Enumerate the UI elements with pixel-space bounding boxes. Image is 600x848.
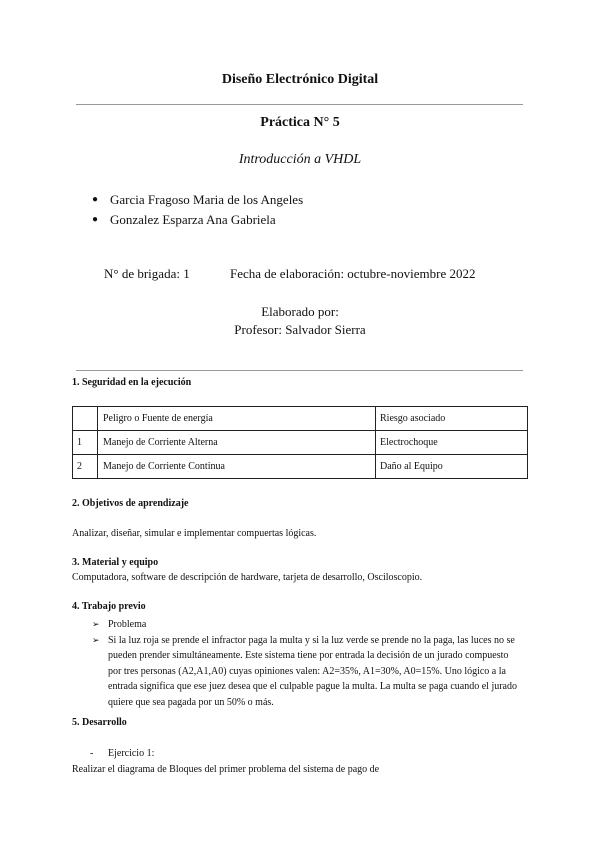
table-header-cell: Peligro o Fuente de energía <box>98 407 376 431</box>
list-item: ➢ Problema <box>92 617 524 633</box>
table-cell: Manejo de Corriente Alterna <box>98 431 376 455</box>
brigade-number: N° de brigada: 1 <box>104 266 190 281</box>
exercise-item: - Ejercicio 1: <box>90 748 155 759</box>
risk-table <box>72 406 528 479</box>
made-by-label: Elaborado por: <box>261 304 339 319</box>
section-3-title: 3. Material y equipo <box>72 557 159 568</box>
divider-bottom <box>76 370 523 371</box>
table-header-cell: Riesgo asociado <box>376 407 528 431</box>
section-3-text: Computadora, software de descripción de hardware, tarjeta de desarrollo, Osciloscopio. <box>72 572 423 583</box>
table-cell: 2 <box>73 455 98 479</box>
section-1-title: 1. Seguridad en la ejecución <box>72 377 192 388</box>
arrow-bullet-icon: ➢ <box>92 634 100 645</box>
practice-title: Práctica N° 5 <box>260 115 340 130</box>
table-row <box>73 455 528 479</box>
section-4-title: 4. Trabajo previo <box>72 601 146 612</box>
author-item: ● Garcia Fragoso Maria de los Angeles <box>92 190 303 210</box>
section-2-text: Analizar, diseñar, simular e implementar compuertas lógicas. <box>72 528 317 539</box>
professor-name: Profesor: Salvador Sierra <box>234 322 366 337</box>
elaboration-date: Fecha de elaboración: octubre-noviembre 2022 <box>230 266 476 281</box>
prior-work-list <box>92 617 524 710</box>
list-item: ➢ Si la luz roja se prende el infractor paga la multa y si la luz verde se prende no la paga, las luces no se pueden prender simultáneamente. Este sistema tiene por entrada la decisión de un jurado compuesto por tres personas (A2,A1,A0) cuyas opiniones valen: A2=35%, A1=30%, A0=15%. Uno lógico a la entrada significa que ese juez desea que el culpable pague la multa. La multa se paga cuando el jurado quiere que sea pagada por un 50% o más. <box>92 633 524 711</box>
dash-bullet: - <box>90 748 94 759</box>
section-5-title: 5. Desarrollo <box>72 717 127 728</box>
table-cell: 1 <box>73 431 98 455</box>
table-cell: Manejo de Corriente Continua <box>98 455 376 479</box>
divider-top <box>76 104 523 105</box>
section-2-title: 2. Objetivos de aprendizaje <box>72 498 189 509</box>
table-header-cell <box>73 407 98 431</box>
bullet-icon: ● <box>92 214 99 225</box>
table-cell: Electrochoque <box>376 431 528 455</box>
author-list <box>92 190 303 230</box>
table-row <box>73 431 528 455</box>
course-title: Diseño Electrónico Digital <box>221 72 379 87</box>
arrow-bullet-icon: ➢ <box>92 619 100 629</box>
section-5-text: Realizar el diagrama de Bloques del primer problema del sistema de pago de <box>72 764 380 775</box>
table-cell: Daño al Equipo <box>376 455 528 479</box>
author-item: ● Gonzalez Esparza Ana Gabriela <box>92 210 303 230</box>
practice-subtitle: Introducción a VHDL <box>238 152 362 167</box>
table-header-row <box>73 407 528 431</box>
bullet-icon: ● <box>92 194 99 205</box>
